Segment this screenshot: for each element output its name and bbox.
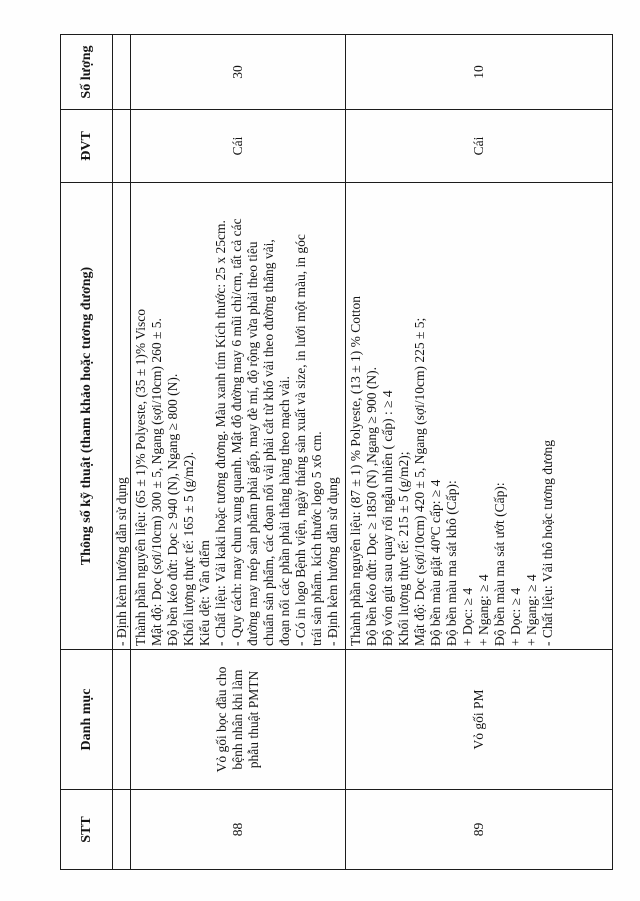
spec-line: + Ngang: ≥ 4 [524, 574, 539, 646]
header-category: Danh mục [61, 650, 113, 790]
spec-line: + Ngang: ≥ 4 [476, 574, 491, 646]
spec-line: Khối lượng thực tế: 215 ± 5 (g/m2); [396, 451, 411, 646]
spec-line: Độ bền màu ma sát khô (Cấp): [444, 480, 459, 646]
header-quantity: Số lượng [61, 35, 113, 110]
unit-cell: Cái [346, 110, 613, 183]
spec-line: Độ bền kéo đứt: Dọc ≥ 1850 (N) ,Ngang ≥ 900 (N). [364, 367, 379, 646]
empty-cell [113, 35, 131, 110]
spec-line: - Định kèm hướng dẫn sử dụng [325, 477, 340, 646]
specification-table [60, 34, 613, 870]
spec-line: Độ vón gút sau quay rối ngẫu nhiên ( cấp) : ≥ 4 [380, 390, 395, 646]
spec-line: Độ bền màu ma sát ướt (Cấp): [492, 482, 507, 646]
stt-cell: 89 [346, 790, 613, 870]
spec-line: Khối lượng thực tế: 165 ± 5 (g/m2). [181, 451, 196, 646]
spec-line: - Chất liệu: Vải thô hoặc tương đương [540, 439, 555, 646]
spec-cell [131, 183, 346, 650]
spec-line: - Định kèm hướng dẫn sử dụng [113, 477, 129, 646]
category-line: Vỏ gối bọc đầu cho [214, 666, 229, 773]
category-line: Vỏ gối PM [471, 689, 486, 750]
quantity-cell: 10 [346, 35, 613, 110]
table-row [113, 35, 131, 870]
spec-line: đường may mép sản phẩm phải gấp, may đè mí, độ rộng vừa phải theo tiêu [245, 241, 260, 646]
spec-line: + Dọc: ≥ 4 [460, 587, 475, 646]
table-row [131, 35, 346, 870]
spec-line: Độ bền màu giặt 40ºC cấp: ≥ 4 [428, 479, 443, 646]
spec-line: chuẩn sản phẩm, các đoạn nối vải phải cắt từ khổ vải theo đường thẳng vải, [261, 239, 276, 646]
category-cell [346, 650, 613, 790]
header-unit: ĐVT [61, 110, 113, 183]
spec-line: Thành phần nguyên liệu: (87 ± 1) % Polyeste, (13 ± 1) % Cotton [348, 295, 363, 646]
spec-line: + Dọc: ≥ 4 [508, 587, 523, 646]
header-stt: STT [61, 790, 113, 870]
spec-line: Độ bền kéo đứt: Dọc ≥ 940 (N), Ngang ≥ 800 (N). [165, 373, 180, 646]
spec-line: - Quy cách: may chun xung quanh. Mật độ đường may 6 mũi chỉ/cm, tất cả các [229, 218, 244, 646]
empty-cell [113, 790, 131, 870]
unit-cell: Cái [131, 110, 346, 183]
rotated-table-wrapper [60, 35, 612, 870]
spec-line: Mật độ: Dọc (sợi/10cm) 420 ± 5, Ngang (sợi/10cm) 225 ± 5; [412, 317, 427, 646]
quantity-cell: 30 [131, 35, 346, 110]
spec-line: đoạn nối các phần phải thẳng hàng theo mạch vải. [277, 376, 292, 646]
spec-cell [113, 183, 131, 650]
table-header-row [61, 35, 113, 870]
table-row [346, 35, 613, 870]
spec-line: Thành phần nguyên liệu: (65 ± 1)% Polyeste, (35 ± 1)% Visco [133, 309, 148, 646]
stt-cell: 88 [131, 790, 346, 870]
category-line: phẫu thuật PMTN [246, 670, 261, 769]
spec-line: - Có in logo Bệnh viện, ngày tháng sản xuất và size, in lưới một màu, in góc [293, 234, 308, 646]
spec-line: trái sản phẩm. kích thước logo 5 x6 cm. [309, 431, 324, 646]
spec-cell [346, 183, 613, 650]
spec-line: Kiểu dệt: Vân điểm [197, 540, 212, 646]
empty-cell [113, 650, 131, 790]
header-spec: Thông số kỹ thuật (tham khảo hoặc tương đương) [61, 183, 113, 650]
category-line: bệnh nhân khi làm [230, 669, 245, 770]
spec-line: Mật độ: Dọc (sợi/10cm) 300 ± 5, Ngang (sợi/10cm) 260 ± 5. [149, 318, 164, 646]
category-cell [131, 650, 346, 790]
spec-line: - Chất liệu: Vải kaki hoặc tương đương. Màu xanh tím Kích thước: 25 x 25cm. [213, 220, 228, 646]
empty-cell [113, 110, 131, 183]
